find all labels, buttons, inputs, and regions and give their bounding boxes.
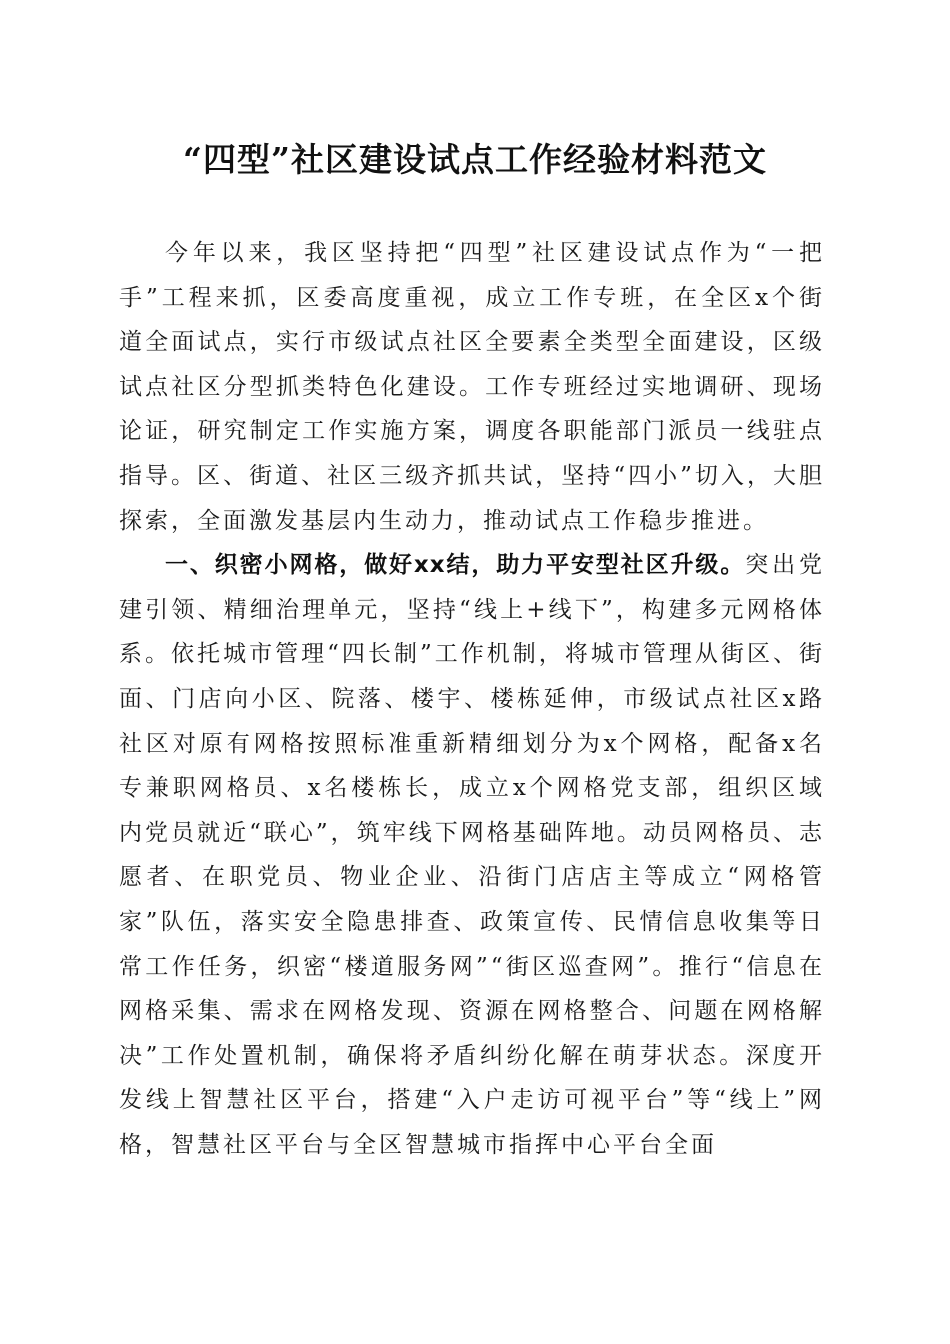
- section-one-heading: 一、织密小网格，做好xx结，助力平安型社区升级。: [165, 552, 746, 579]
- section-one-paragraph: [119, 543, 825, 1167]
- document-body: [119, 231, 825, 1167]
- intro-paragraph: 今年以来，我区坚持把“四型”社区建设试点作为“一把手”工程来抓，区委高度重视，成立工作专班，在全区x个街道全面试点，实行市级试点社区全要素全类型全面建设，区级试点社区分型抓类特色化建设。工作专班经过实地调研、现场论证，研究制定工作实施方案，调度各职能部门派员一线驻点指导。区、街道、社区三级齐抓共试，坚持“四小”切入，大胆探索，全面激发基层内生动力，推动试点工作稳步推进。: [119, 240, 825, 534]
- document-title: “四型”社区建设试点工作经验材料范文: [183, 140, 767, 179]
- section-one-body: 突出党建引领、精细治理单元，坚持“线上+线下”，构建多元网格体系。依托城市管理“四长制”工作机制，将城市管理从街区、街面、门店向小区、院落、楼宇、楼栋延伸，市级试点社区x路社区对原有网格按照标准重新精细划分为x个网格，配备x名专兼职网格员、x名楼栋长，成立x个网格党支部，组织区域内党员就近“联心”，筑牢线下网格基础阵地。动员网格员、志愿者、在职党员、物业企业、沿街门店店主等成立“网格管家”队伍，落实安全隐患排查、政策宣传、民情信息收集等日常工作任务，织密“楼道服务网”“街区巡查网”。推行“信息在网格采集、需求在网格发现、资源在网格整合、问题在网格解决”工作处置机制，确保将矛盾纠纷化解在萌芽状态。深度开发线上智慧社区平台，搭建“入户走访可视平台”等“线上”网格，智慧社区平台与全区智慧城市指挥中心平台全面: [119, 552, 826, 1158]
